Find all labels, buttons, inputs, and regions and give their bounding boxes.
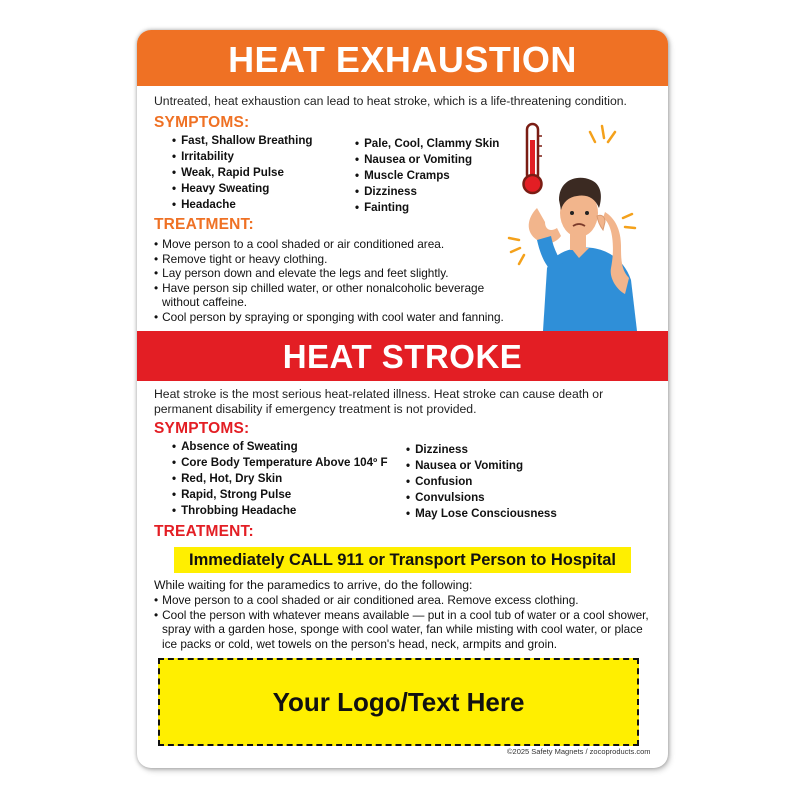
list-item: • Core Body Temperature Above 104º F xyxy=(172,455,402,471)
heat-exhaustion-intro: Untreated, heat exhaustion can lead to heat stroke, which is a life-threatening condition. xyxy=(154,94,627,108)
list-item: • May Lose Consciousness xyxy=(406,506,586,522)
logo-placeholder: Your Logo/Text Here xyxy=(158,658,639,746)
list-item: • Absence of Sweating xyxy=(172,439,402,455)
list-item: • Nausea or Vomiting xyxy=(406,458,586,474)
copyright-text: ©2025 Safety Magnets / zocoproducts.com xyxy=(507,747,651,756)
list-item: • Cool person by spraying or sponging with cool water and fanning. xyxy=(154,310,519,325)
heat-stroke-treatment-list xyxy=(154,593,654,651)
list-item: • Remove tight or heavy clothing. xyxy=(154,252,519,267)
heat-exhaustion-symptoms-heading: SYMPTOMS: xyxy=(154,114,250,131)
heat-exhaustion-title: HEAT EXHAUSTION xyxy=(137,30,668,86)
list-item: • Dizziness xyxy=(406,442,586,458)
heat-exhaustion-treatment-heading: TREATMENT: xyxy=(154,216,254,233)
heat-stroke-symptoms-heading: SYMPTOMS: xyxy=(154,420,250,437)
list-item: • Red, Hot, Dry Skin xyxy=(172,471,402,487)
list-item: • Fast, Shallow Breathing xyxy=(172,133,352,149)
list-item: • Fainting xyxy=(355,200,505,216)
list-item: • Muscle Cramps xyxy=(355,168,505,184)
list-item: • Convulsions xyxy=(406,490,586,506)
heat-safety-sign xyxy=(137,30,668,768)
call-911-callout: Immediately CALL 911 or Transport Person to Hospital xyxy=(174,547,631,573)
heat-stroke-treatment-heading: TREATMENT: xyxy=(154,523,254,540)
list-item: • Have person sip chilled water, or other nonalcoholic beverage without caffeine. xyxy=(154,281,519,310)
list-item: • Lay person down and elevate the legs and feet slightly. xyxy=(154,266,519,281)
list-item: • Dizziness xyxy=(355,184,505,200)
heat-stroke-waiting-text: While waiting for the paramedics to arrive, do the following: xyxy=(154,578,473,592)
heat-exhaustion-symptoms-right xyxy=(355,136,505,216)
heat-exhaustion-treatment-list xyxy=(154,237,519,325)
list-item: • Weak, Rapid Pulse xyxy=(172,165,352,181)
heat-stroke-symptoms-right xyxy=(406,442,586,522)
list-item: • Move person to a cool shaded or air conditioned area. xyxy=(154,237,519,252)
overheated-person-illustration xyxy=(507,118,642,331)
list-item: • Throbbing Headache xyxy=(172,503,402,519)
list-item: • Headache xyxy=(172,197,352,213)
list-item: • Pale, Cool, Clammy Skin xyxy=(355,136,505,152)
list-item: • Confusion xyxy=(406,474,586,490)
heat-stroke-title: HEAT STROKE xyxy=(137,331,668,381)
heat-exhaustion-symptoms-left xyxy=(172,133,352,213)
list-item: • Irritability xyxy=(172,149,352,165)
list-item: • Cool the person with whatever means available — put in a cool tub of water or a cool shower, spray with a garden hose, sponge with cool water, fan while misting with cool water, or place ice packs or cold, wet towels on the person's head, neck, armpits and groin. xyxy=(154,608,654,652)
list-item: • Rapid, Strong Pulse xyxy=(172,487,402,503)
heat-stroke-intro: Heat stroke is the most serious heat-related illness. Heat stroke can cause death or permanent disability if emergency treatment is not provided. xyxy=(154,387,604,416)
list-item: • Heavy Sweating xyxy=(172,181,352,197)
list-item: • Nausea or Vomiting xyxy=(355,152,505,168)
list-item: • Move person to a cool shaded or air conditioned area. Remove excess clothing. xyxy=(154,593,654,608)
sick-person-icon xyxy=(529,178,637,331)
thermometer-icon xyxy=(524,124,543,193)
heat-stroke-symptoms-left xyxy=(172,439,402,519)
